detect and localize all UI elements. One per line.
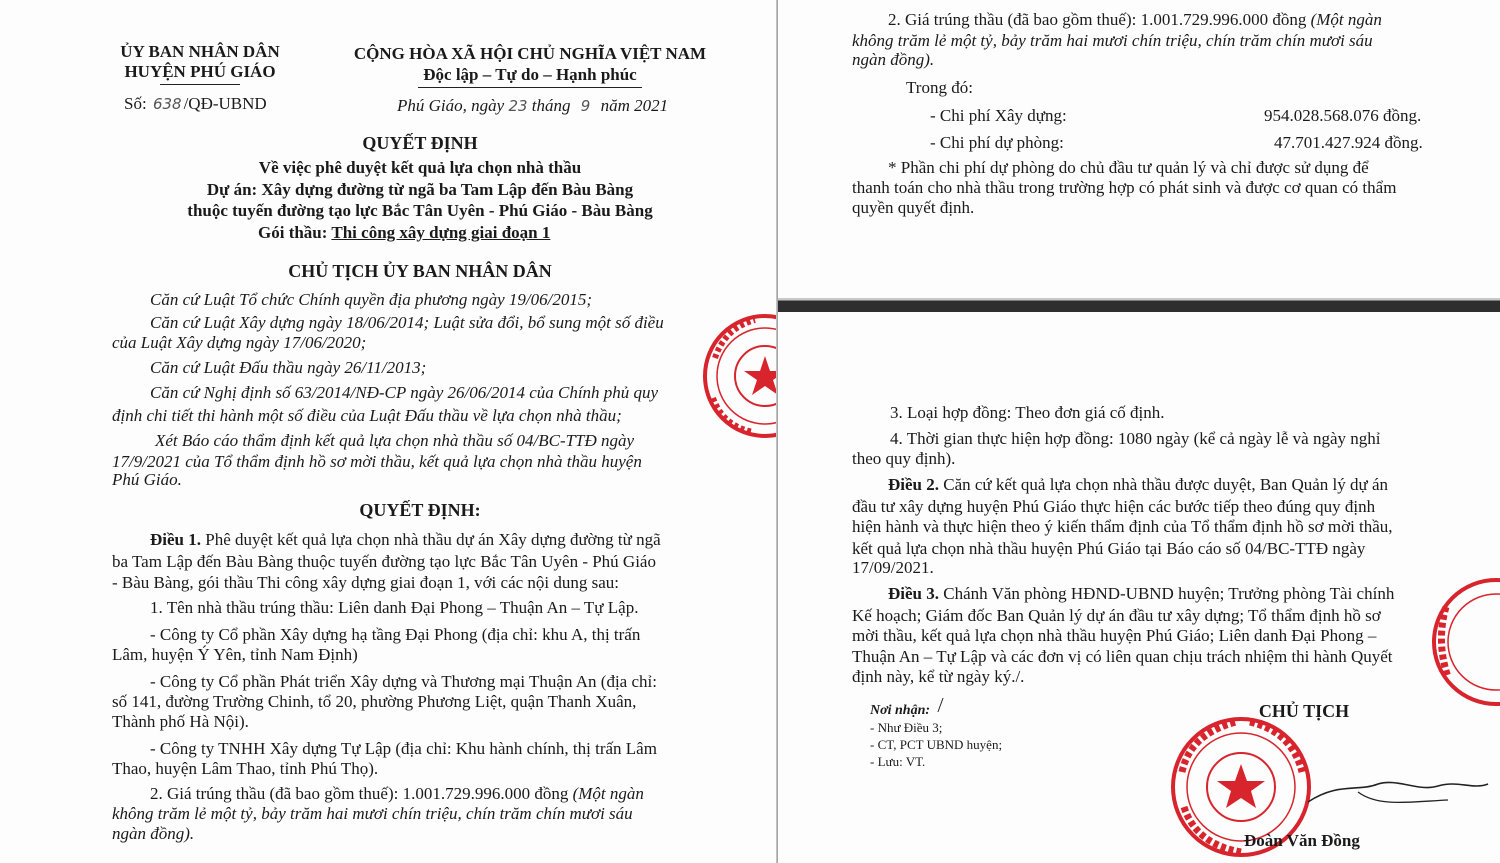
recipient-1: - Như Điều 3; [870, 720, 943, 735]
package: Gói thầu: Thi công xây dựng giai đoạn 1 [258, 223, 551, 242]
article-3-line-4: Thuận An – Tự Lập và các đơn vị có liên quan chịu trách nhiệm thi hành Quyết [852, 647, 1393, 666]
official-seal-left [695, 308, 778, 443]
basis-5b: 17/9/2021 của Tổ thẩm định hồ sơ mời thầu, kết quả lựa chọn nhà thầu huyện [112, 452, 642, 471]
basis-4b: định chi tiết thi hành một số điều của Luật Đấu thầu về lựa chọn nhà thầu; [112, 406, 622, 425]
basis-2a: Căn cứ Luật Xây dựng ngày 18/06/2014; Luật sửa đổi, bổ sung một số điều [150, 313, 664, 332]
contingency-cost-label: - Chi phí dự phòng: [930, 133, 1064, 152]
motto: Độc lập – Tự do – Hạnh phúc [423, 65, 637, 84]
recipients-initial-mark [937, 698, 943, 712]
company-1-line-2: Lâm, huyện Ý Yên, tỉnh Nam Định) [112, 645, 358, 664]
contingency-note-line-2: thanh toán cho nhà thầu trong trường hợp có phát sinh và được cơ quan có thẩm [852, 178, 1397, 197]
authority-heading: CHỦ TỊCH ỦY BAN NHÂN DÂN [288, 261, 552, 281]
signer-name: Đoàn Văn Đồng [1244, 831, 1360, 850]
company-2-line-3: Thành phố Hà Nội). [112, 712, 249, 731]
article-2-line-2: đầu tư xây dựng huyện Phú Giáo thực hiện các bước tiếp theo đúng quy định [852, 497, 1376, 516]
bid-price-line-2: không trăm lẻ một tỷ, bảy trăm hai mươi chín triệu, chín trăm chín mươi sáu [112, 804, 633, 823]
contract-duration-line-1: 4. Thời gian thực hiện hợp đồng: 1080 ngày (kể cả ngày lễ và ngày nghỉ [890, 429, 1381, 448]
project-route: thuộc tuyến đường tạo lực Bắc Tân Uyên - Phú Giáo - Bàu Bàng [187, 201, 653, 220]
article-2-line-4: kết quả lựa chọn nhà thầu huyện Phú Giáo tại Báo cáo số 04/BC-TTĐ ngày [852, 539, 1366, 558]
bid-price-repeat-line-2: không trăm lẻ một tỷ, bảy trăm hai mươi chín triệu, chín trăm chín mươi sáu [852, 31, 1373, 50]
basis-4a: Căn cứ Nghị định số 63/2014/NĐ-CP ngày 26/06/2014 của Chính phủ quy [150, 383, 659, 402]
doc-number: Số: 638 /QĐ-UBND [124, 94, 267, 113]
country-name: CỘNG HÒA XÃ HỘI CHỦ NGHĨA VIỆT NAM [353, 44, 707, 63]
company-2-line-1: - Công ty Cổ phần Phát triển Xây dựng và Thương mại Thuận An (địa chỉ: [150, 672, 657, 691]
basis-5a: Xét Báo cáo thẩm định kết quả lựa chọn nhà thầu số 04/BC-TTĐ ngày [155, 431, 635, 450]
article-3-line-3: mời thầu, kết quả lựa chọn nhà thầu huyện Phú Giáo; Liên danh Đại Phong – [852, 626, 1377, 645]
article-2-line-1: Điều 2. Căn cứ kết quả lựa chọn nhà thầu được duyệt, Ban Quản lý dự án [888, 475, 1389, 494]
basis-3: Căn cứ Luật Đấu thầu ngày 26/11/2013; [150, 358, 427, 377]
recipient-3: - Lưu: VT. [870, 754, 926, 769]
recipient-2: - CT, PCT UBND huyện; [870, 737, 1003, 752]
org-underline [160, 84, 240, 85]
article-3-line-1: Điều 3. Chánh Văn phòng HĐND-UBND huyện; Trưởng phòng Tài chính [888, 584, 1395, 603]
doc-date: Phú Giáo, ngày 23 tháng 9 năm 2021 [397, 96, 669, 115]
company-3-line-1: - Công ty TNHH Xây dựng Tự Lập (địa chỉ: Khu hành chính, thị trấn Lâm [150, 739, 657, 758]
bid-price-line-3: ngàn đồng). [112, 824, 195, 843]
contingency-note-line-3: quyền quyết định. [852, 198, 975, 217]
article-1-line-2: ba Tam Lập đến Bàu Bàng thuộc tuyến đường tạo lực Bắc Tân Uyên - Phú Giáo [112, 552, 656, 571]
basis-2b: của Luật Xây dựng ngày 17/06/2020; [112, 333, 367, 352]
contingency-note-line-1: * Phần chi phí dự phòng do chủ đầu tư quản lý và chỉ được sử dụng để [888, 158, 1369, 177]
bid-price-repeat-line-1: 2. Giá trúng thầu (đã bao gồm thuế): 1.001.729.996.000 đồng (Một ngàn [888, 10, 1382, 29]
company-1-line-1: - Công ty Cổ phần Xây dựng hạ tầng Đại Phong (địa chỉ: khu A, thị trấn [150, 625, 641, 644]
construction-cost-value: 954.028.568.076 đồng. [1264, 106, 1422, 125]
article-1-line-1: Điều 1. Phê duyệt kết quả lựa chọn nhà thầu dự án Xây dựng đường từ ngã [150, 530, 661, 549]
contract-type: 3. Loại hợp đồng: Theo đơn giá cố định. [890, 403, 1165, 422]
signer-title: CHỦ TỊCH [1258, 701, 1350, 721]
contract-duration-line-2: theo quy định). [852, 449, 956, 468]
company-2-line-2: số 141, đường Trường Chinh, tổ 20, phường Phương Liệt, quận Thanh Xuân, [112, 692, 637, 711]
article-3-line-2: Kế hoạch; Giám đốc Ban Quản lý dự án đầu tư xây dựng; Tổ thẩm định hồ sơ [852, 606, 1381, 625]
bid-price-line-1: 2. Giá trúng thầu (đã bao gồm thuế): 1.001.729.996.000 đồng (Một ngàn [150, 784, 644, 803]
basis-1: Căn cứ Luật Tổ chức Chính quyền địa phương ngày 19/06/2015; [150, 290, 593, 309]
right-top-page [778, 0, 1500, 298]
company-3-line-2: Thao, huyện Lâm Thao, tỉnh Phú Thọ). [112, 759, 379, 778]
bid-price-repeat-line-3: ngàn đồng). [852, 50, 935, 69]
article-2-line-5: 17/09/2021. [852, 558, 934, 577]
decide-heading: QUYẾT ĐỊNH: [359, 500, 481, 520]
contingency-cost-value: 47.701.427.924 đồng. [1274, 133, 1423, 152]
official-seal-right-edge [1416, 567, 1500, 717]
basis-5c: Phú Giáo. [112, 470, 182, 489]
project-name: Dự án: Xây dựng đường từ ngã ba Tam Lập đến Bàu Bàng [206, 180, 634, 199]
org-line-2: HUYỆN PHÚ GIÁO [124, 62, 276, 81]
article-3-line-5: định này, kể từ ngày ký./. [852, 667, 1025, 686]
winner-name: 1. Tên nhà thầu trúng thầu: Liên danh Đại Phong – Thuận An – Tự Lập. [150, 598, 639, 617]
doc-type: QUYẾT ĐỊNH [362, 133, 478, 153]
article-2-line-3: hiện hành và thực hiện theo ý kiến thẩm định của Tổ thẩm định hồ sơ mời thầu, [852, 517, 1393, 536]
org-line-1: ỦY BAN NHÂN DÂN [120, 42, 280, 61]
recipients-label: Nơi nhận: [870, 703, 931, 718]
article-1-line-3: - Bàu Bàng, gói thầu Thi công xây dựng giai đoạn 1, với các nội dung sau: [112, 573, 620, 592]
doc-subject: Về việc phê duyệt kết quả lựa chọn nhà thầu [258, 158, 582, 177]
right-bottom-page [778, 312, 1500, 863]
motto-underline [418, 87, 642, 88]
construction-cost-label: - Chi phí Xây dựng: [930, 106, 1067, 125]
handwritten-signature [1298, 762, 1498, 842]
of-which-label: Trong đó: [906, 78, 973, 97]
